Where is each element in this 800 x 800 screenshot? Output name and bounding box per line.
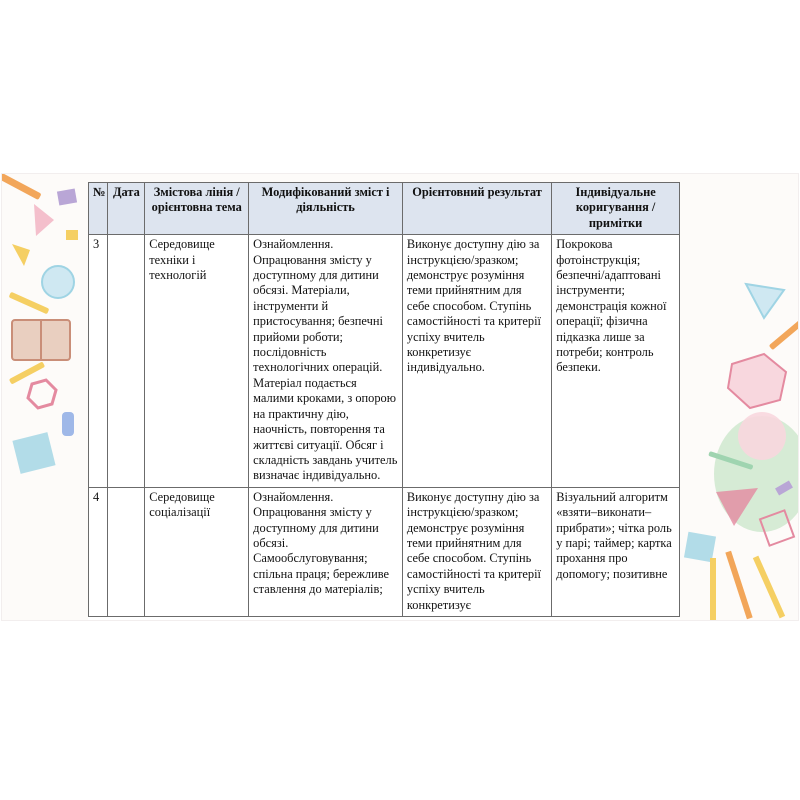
table-row <box>89 487 680 616</box>
row-expected-result: Виконує доступну дію за інструкцією/зразком; демонструє розуміння теми прийнятним для себе способом. Ступінь самостійності та критерії успіху вчитель конкретизує <box>402 487 551 616</box>
header-content-line: Змістова лінія / орієнтовна тема <box>145 183 249 235</box>
left-decoration-cluster <box>2 174 88 620</box>
pencil-icon-right-3 <box>725 551 752 619</box>
pencil-icon <box>2 174 42 200</box>
circle-sticker-icon <box>42 266 74 298</box>
pencil-icon-right-2 <box>710 558 716 620</box>
circle-sticker-icon-right <box>738 412 786 460</box>
header-date: Дата <box>108 183 145 235</box>
square-sticker-icon-right <box>684 532 716 562</box>
eraser-icon-2 <box>62 412 74 436</box>
hexagon-icon <box>28 380 56 408</box>
row-date <box>108 235 145 488</box>
square-sticker-icon <box>12 432 55 474</box>
row-content-line: Середовище техніки і технологій <box>145 235 249 488</box>
row-date <box>108 487 145 616</box>
pencil-icon-2 <box>9 292 50 315</box>
header-individual-notes: Індивідуальне коригування / примітки <box>552 183 680 235</box>
notebook-icon <box>57 189 77 206</box>
row-number: 3 <box>89 235 108 488</box>
header-number: № <box>89 183 108 235</box>
pencil-icon-right <box>769 320 798 350</box>
row-number: 4 <box>89 487 108 616</box>
hexagon-icon-right <box>728 354 786 408</box>
row-modified-content: Ознайомлення. Опрацювання змісту у доступному для дитини обсязі. Матеріали, інструменти й пристосування; безпечні прийоми роботи; послідовність технологічних операцій. Матеріал подається малими кроками, з опорою на практичну дію, наочність, повторення та життєві ситуації. Обсяг і складність завдань учитель визначає індивідуально. <box>249 235 403 488</box>
right-decoration-cluster <box>680 174 798 620</box>
triangle-ruler-icon-right <box>746 284 784 318</box>
lesson-plan-table-wrap <box>88 182 680 620</box>
lesson-plan-table <box>88 182 680 617</box>
row-content-line: Середовище соціалізації <box>145 487 249 616</box>
row-modified-content: Ознайомлення. Опрацювання змісту у доступному для дитини обсязі. Самообслуговування; спільна праця; бережливе ставлення до матеріалів; <box>249 487 403 616</box>
table-row <box>89 235 680 488</box>
header-expected-result: Орієнтовний результат <box>402 183 551 235</box>
pencil-tip-icon <box>12 244 30 266</box>
slide-frame <box>2 174 798 620</box>
triangle-ruler-icon <box>34 204 54 236</box>
table-header-row <box>89 183 680 235</box>
row-individual-notes: Візуальний алгоритм «взяти–виконати–прибрати»; чітка роль у парі; таймер; картка прохання про допомогу; позитивне <box>552 487 680 616</box>
row-individual-notes: Покрокова фотоінструкція; безпечні/адаптовані інструменти; демонстрація кожної операції; фізична підказка лише за потреби; контроль безпеки. <box>552 235 680 488</box>
pencil-icon-right-4 <box>753 556 785 619</box>
header-modified-content: Модифікований зміст і діяльність <box>249 183 403 235</box>
row-expected-result: Виконує доступну дію за інструкцією/зразком; демонструє розуміння теми прийнятним для себе способом. Ступінь самостійності та критерії успіху вчитель конкретизує індивідуально. <box>402 235 551 488</box>
eraser-icon <box>66 230 78 240</box>
